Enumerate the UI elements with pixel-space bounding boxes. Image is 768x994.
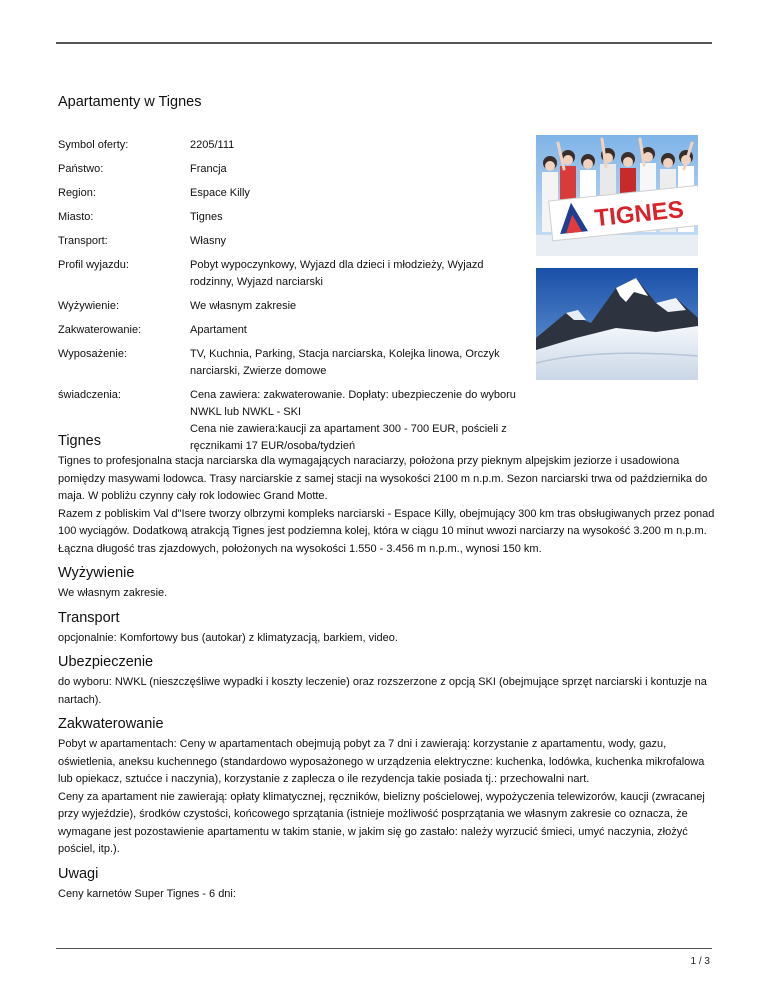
offer-value: Francja xyxy=(190,163,227,175)
offer-row-symbol xyxy=(58,137,518,154)
offer-label: Państwo: xyxy=(58,163,104,175)
offer-label: Transport: xyxy=(58,235,108,247)
section-paragraph: Ceny karnetów Super Tignes - 6 dni: xyxy=(58,887,236,900)
offer-details-table xyxy=(58,137,518,455)
offer-value: We własnym zakresie xyxy=(190,300,297,312)
offer-value: TV, Kuchnia, Parking, Stacja narciarska, Kolejka linowa, Orczyk narciarski, Zwierze domowe xyxy=(190,348,500,377)
offer-row-country xyxy=(58,161,518,178)
section-tignes xyxy=(58,432,718,558)
section-paragraph: Ceny za apartament nie zawierają: opłaty klimatycznej, ręczników, bielizny pościelowej, wypożyczenia telewizorów, kaucji (zwracanej przy wyjeździe), środków czystości, końcowego sprzątania (istnieje możliwość posprzątania we własnym zakresie co oznacza, że wymagane jest pozostawienie apartamentu w takim stanie, w jakim się go zastało: należy wyrzucić śmieci, umyć naczynia, złożyć pościel, itp.). xyxy=(58,790,705,855)
section-paragraph: opcjonalnie: Komfortowy bus (autokar) z klimatyzacją, barkiem, video. xyxy=(58,631,398,644)
offer-label: Region: xyxy=(58,187,96,199)
offer-label: Wyżywienie: xyxy=(58,300,120,312)
section-accommodation xyxy=(58,715,718,859)
section-heading: Wyżywienie xyxy=(58,565,135,581)
offer-value: Pobyt wypoczynkowy, Wyjazd dla dzieci i młodzieży, Wyjazd rodzinny, Wyjazd narciarski xyxy=(190,259,484,288)
offer-value: Apartament xyxy=(190,324,247,336)
offer-value: Własny xyxy=(190,235,227,247)
services-line: Cena zawiera: zakwaterowanie. Dopłaty: ubezpieczenie do wyboru NWKL lub NWKL - SKI xyxy=(190,389,516,418)
section-paragraph: We własnym zakresie. xyxy=(58,587,168,599)
offer-row-transport xyxy=(58,233,518,250)
banner-text: TIGNES xyxy=(593,196,686,233)
offer-row-meals xyxy=(58,298,518,315)
offer-label: Zakwaterowanie: xyxy=(58,324,142,336)
main-content xyxy=(58,432,718,909)
section-notes xyxy=(58,865,718,904)
offer-label: Profil wyjazdu: xyxy=(58,259,129,271)
section-insurance xyxy=(58,653,718,709)
section-transport xyxy=(58,609,718,648)
section-paragraph: Razem z pobliskim Val d"Isere tworzy olbrzymi kompleks narciarski - Espace Killy, obejmujący 300 km tras obsługiwanych przez ponad 100 wyciągów. Dodatkową atrakcją Tignes jest podziemna kolej, która w ciągu 10 minut wwozi narciarzy na wysokość 3.200 m n.p.m. Łączna długość tras zjazdowych, położonych na wysokości 1.550 - 3.456 m n.p.m., wynosi 150 km. xyxy=(58,507,715,555)
bottom-rule xyxy=(56,948,712,949)
offer-label: świadczenia: xyxy=(58,389,121,401)
offer-value: Espace Killy xyxy=(190,187,250,199)
offer-row-profile xyxy=(58,257,518,291)
section-meals xyxy=(58,564,718,603)
section-heading: Tignes xyxy=(58,433,101,449)
section-heading: Zakwaterowanie xyxy=(58,716,164,732)
offer-label: Wyposażenie: xyxy=(58,348,127,360)
offer-label: Symbol oferty: xyxy=(58,139,129,151)
offer-row-region xyxy=(58,185,518,202)
group-banner-photo xyxy=(536,135,698,256)
section-heading: Uwagi xyxy=(58,865,99,882)
offer-row-equipment xyxy=(58,346,518,380)
section-paragraph: do wyboru: NWKL (nieszczęśliwe wypadki i koszty leczenie) oraz rozszerzone z opcją SKI (obejmujące sprzęt narciarski i kontuzje na nartach). xyxy=(58,676,707,706)
page-title: Apartamenty w Tignes xyxy=(58,94,202,110)
offer-value: Tignes xyxy=(190,211,223,223)
offer-label: Miasto: xyxy=(58,211,94,223)
top-rule xyxy=(56,42,712,44)
section-heading: Transport xyxy=(58,609,120,626)
page-number: 1 / 3 xyxy=(690,956,710,967)
offer-row-city xyxy=(58,209,518,226)
offer-row-accommodation xyxy=(58,322,518,339)
section-paragraph: Tignes to profesjonalna stacja narciarska dla wymagających naraciarzy, położona przy pieknym alpejskim jeziorze i usadowiona pomiędzy masywami lodowca. Trasy narciarskie z samej stacji na wysokości 2100 m n.p.m. Sezon narciarski trwa od października do maja. W pobliżu czynny cały rok lodowiec Grand Motte. xyxy=(58,455,708,502)
offer-value: 2205/111 xyxy=(190,139,235,151)
section-heading: Ubezpieczenie xyxy=(58,654,154,670)
mountain-photo xyxy=(536,268,698,380)
section-paragraph: Pobyt w apartamentach: Ceny w apartamentach obejmują pobyt za 7 dni i zawierają: korzystanie z apartamentu, wody, gazu, oświetlenia, aneksu kuchennego (standardowo wyposażonego w urządzenia elektryczne: kuchenka, lodówka, kuchenka mikrofalowa lub opiekacz, sztućce i naczynia), korzystanie z zaplecza o ile rezydencja takie posiada tj.: przechowalni nart. xyxy=(58,738,705,785)
services-line: Cena nie zawiera:kaucji za apartament 300 - 700 EUR, pościeli z ręcznikami 17 EUR/osoba/tydzień xyxy=(190,423,507,452)
